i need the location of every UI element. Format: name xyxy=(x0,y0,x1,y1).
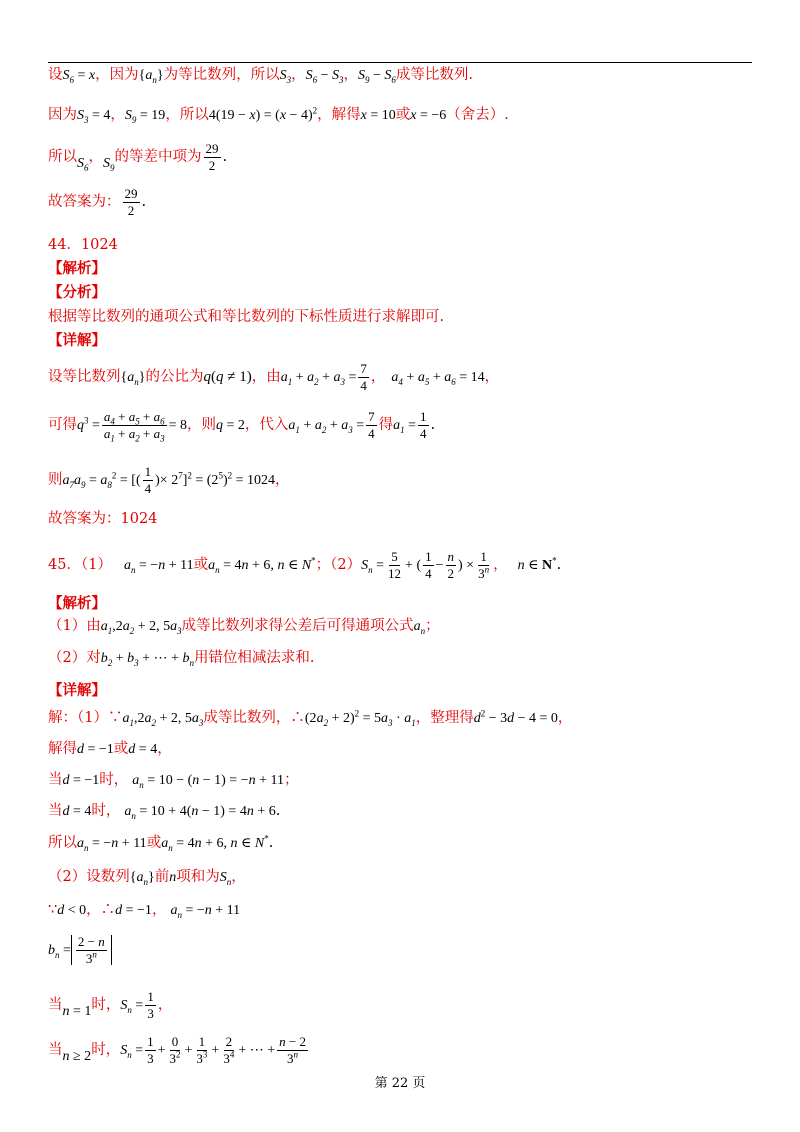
line-20: 当d = −1时， $a_n = 10 - (n - 1) = -n + 11$； xyxy=(48,772,299,790)
xiangjie-label-2: 【详解】 xyxy=(48,682,106,699)
jiexi-label-2: 【解析】 xyxy=(48,595,106,612)
line-26: 当n = 1时，$S_n$ = $\frac{1}{3}$ ， xyxy=(48,989,173,1021)
line-1: 设$S_6 = x$，因为$\{a_n\}$为等比数列，所以$S_3$，$S_6 - S_3$，$S_9 - S_6$成等比数列. xyxy=(48,67,474,85)
line-19: 解得d = −1或d = 4， xyxy=(48,741,172,757)
line-16: （2）对$b_2 + b_3$ + ⋯ + $b_n$用错位相减法求和. xyxy=(48,650,315,668)
line-24: ∵d < 0，∴d = −1， $a_n = -n + 11$ xyxy=(48,902,241,920)
line-23: （2）设数列$\{a_n\}$前n项和为$S_n$， xyxy=(48,869,246,887)
line-27: 当n ≥ 2时，$S_n$ = $\frac{1}{3}$ + $\frac{0}{3^2}$ + $\frac{1}{3^3}$ + $\frac{2}{3^4}$ + ⋯ + $\frac{n - 2}{3^n}$ xyxy=(48,1034,306,1066)
jiexi-label: 【解析】 xyxy=(48,260,106,277)
line-9: 设等比数列$\{a_n\}$的公比为q(q ≠ 1)，由$a_1 + a_2 + a_3$ = $\frac{7}{4}$ ， $a_4 + a_5 + a_6 = 14$， xyxy=(48,361,500,393)
line-15: （1）由$a_1,2a_2 + 2$, $5a_3$成等比数列求得公差后可得通项公式$a_n$； xyxy=(48,618,440,636)
fraction: $\frac{29}{2}$ xyxy=(205,141,219,173)
fenxi-label: 【分析】 xyxy=(48,284,106,301)
line-2: 因为$S_3 = 4$，$S_9 = 19$，所以$4(19 - x) = (x - 4)^2$，解得x = 10或x = −6（舍去）. xyxy=(48,105,509,125)
line-18: 解：$(1)\because a_1,2a_2 + 2$, $5a_3$成等比数列，$\therefore(2a_2 + 2)^2 = 5a_3 \cdot a_1$，整理得$d^2 - 3d - 4 = 0$， xyxy=(48,708,573,728)
xiangjie-label: 【详解】 xyxy=(48,332,106,349)
q44-head: 44．1024 xyxy=(48,237,118,253)
page-footer: 第 22 页 xyxy=(374,1076,426,1091)
fenxi-text: 根据等比数列的通项公式和等比数列的下标性质进行求解即可. xyxy=(48,309,445,325)
line-22: 所以$a_n = -n + 11$或$a_n = 4n + 6$, n ∈ N*. xyxy=(48,833,274,853)
line-25: $b_n$ = $\frac{2 - n}{3^n}$ xyxy=(48,935,112,965)
q45-head: 45．（1） $a_n = -n + 11$或$a_n = 4n + 6$, n ∈ N*；$(2)S_n$ = $\frac{5}{12}$ + ( $\frac{1}{4}$ − $\frac{n}{2}$ ) × $\frac{1}{3^n}$ ， n ∈ N*. xyxy=(48,549,562,581)
line-10: 可得$q^3$ = $\frac{a_4 + a_5 + a_6}{a_1 + a_2 + a_3}$ = 8，则q = 2，代入$a_1 + a_2 + a_3$ = $\frac{7}{4}$ 得$a_1$ = $\frac{1}{4}$ . xyxy=(48,409,436,444)
line-11: 则$a_7a_9 = a_8^2$ = [( $\frac{1}{4}$ )× $2^7]^2 = (2^5)^2 = 1024$， xyxy=(48,464,290,496)
text: 设 xyxy=(48,67,63,83)
header-rule xyxy=(48,62,752,63)
line-12: 故答案为：1024 xyxy=(48,511,158,527)
line-3: 所以$S_6$，$S_9$的等差中项为 $\frac{29}{2}$ . xyxy=(48,141,228,173)
line-21: 当d = 4时， $a_n = 10 + 4(n - 1) = 4n + 6$. xyxy=(48,803,281,821)
fraction: $\frac{7}{4}$ xyxy=(360,361,367,393)
line-4: 故答案为： $\frac{29}{2}$ . xyxy=(48,186,147,218)
fraction: $\frac{29}{2}$ xyxy=(124,186,138,218)
